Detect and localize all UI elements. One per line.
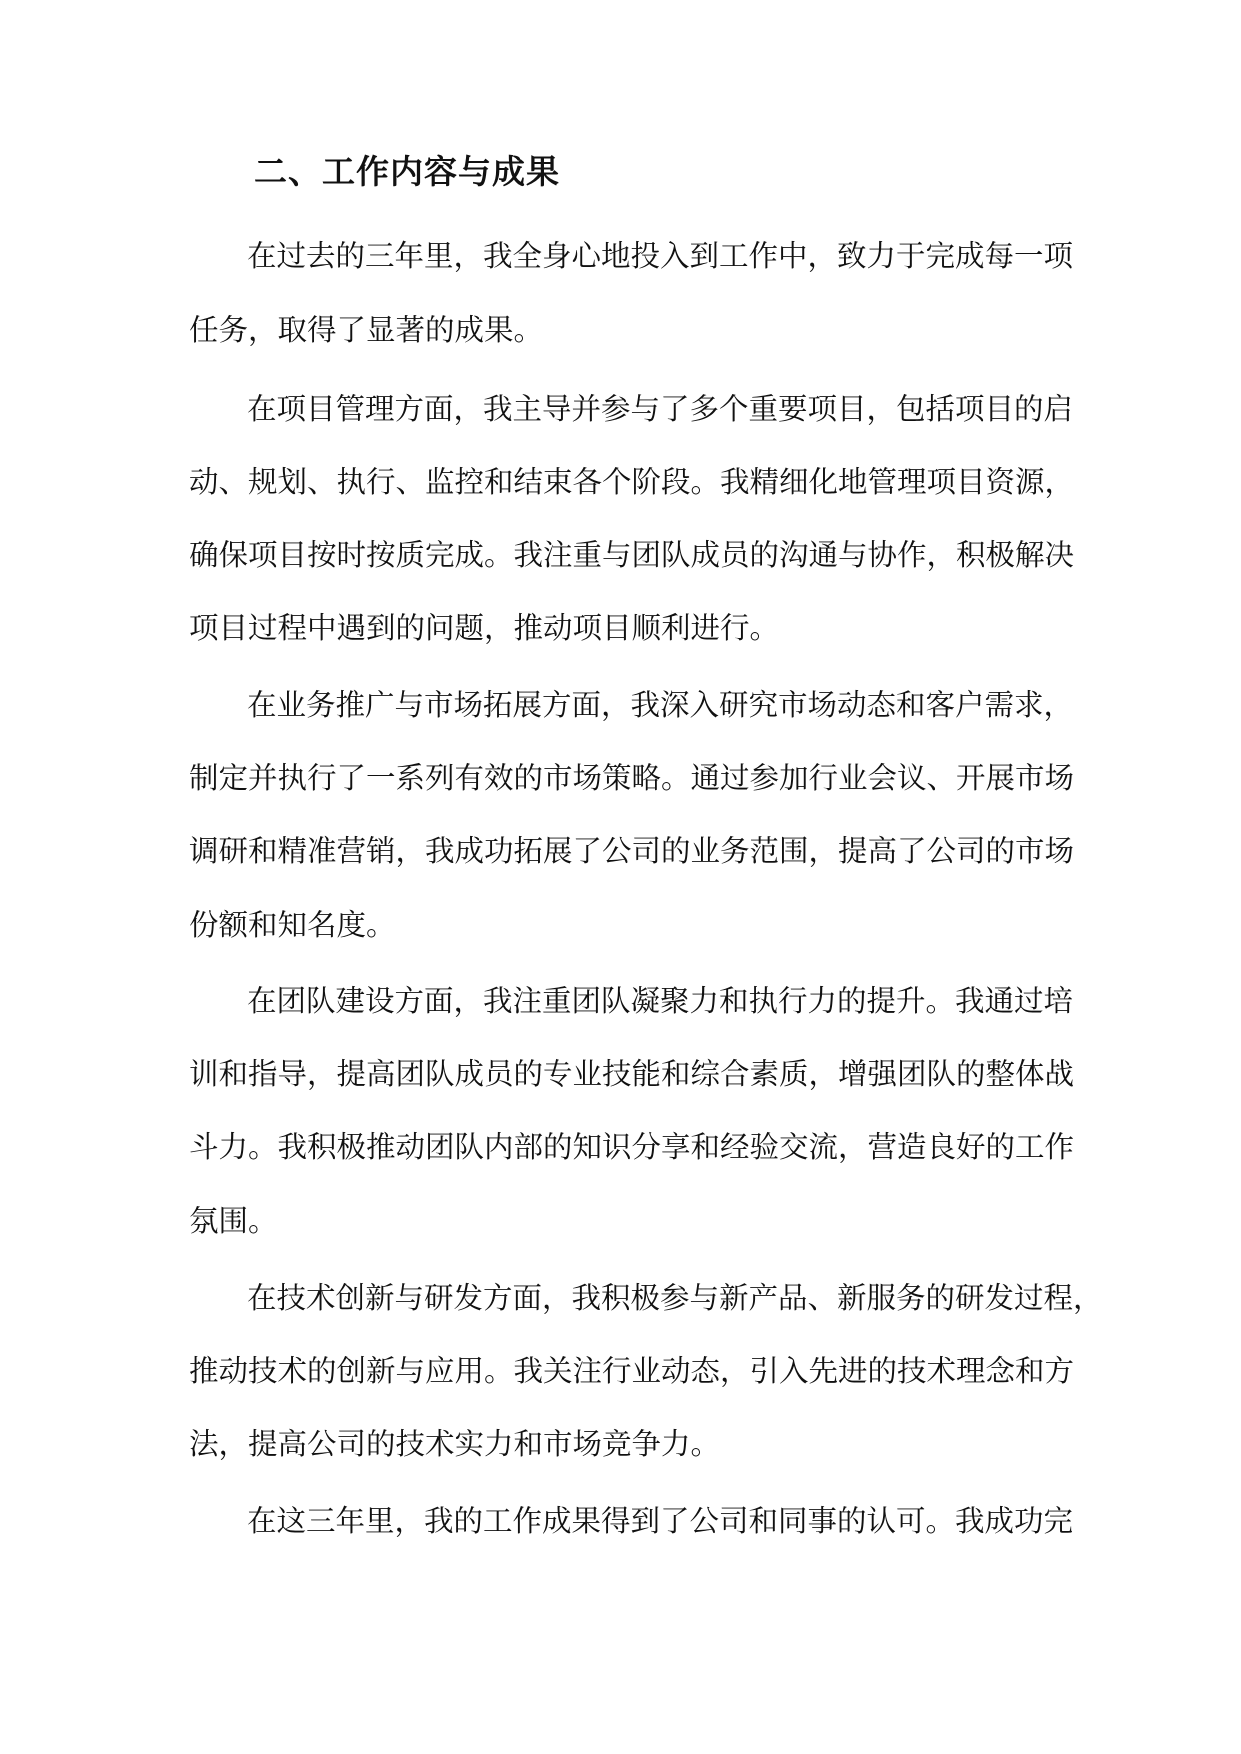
paragraph-line: 确保项目按时按质完成。我注重与团队成员的沟通与协作，积极解决 (189, 538, 1075, 572)
paragraph-line: 项目过程中遇到的问题，推动项目顺利进行。 (189, 611, 780, 645)
paragraph-line: 份额和知名度。 (189, 908, 396, 942)
paragraph-line: 动、规划、执行、监控和结束各个阶段。我精细化地管理项目资源， (189, 465, 1075, 499)
paragraph-line: 在项目管理方面，我主导并参与了多个重要项目，包括项目的启 (247, 392, 1074, 426)
paragraph-line: 法，提高公司的技术实力和市场竞争力。 (189, 1427, 721, 1461)
paragraph-line: 氛围。 (189, 1204, 278, 1238)
paragraph-line: 制定并执行了一系列有效的市场策略。通过参加行业会议、开展市场 (189, 761, 1075, 795)
paragraph-line: 斗力。我积极推动团队内部的知识分享和经验交流，营造良好的工作 (189, 1130, 1075, 1164)
paragraph-line: 任务，取得了显著的成果。 (189, 313, 544, 347)
paragraph-line: 训和指导，提高团队成员的专业技能和综合素质，增强团队的整体战 (189, 1057, 1075, 1091)
paragraph-line: 在技术创新与研发方面，我积极参与新产品、新服务的研发过程， (247, 1281, 1103, 1315)
paragraph-line: 调研和精准营销，我成功拓展了公司的业务范围，提高了公司的市场 (189, 834, 1075, 868)
paragraph-line: 在团队建设方面，我注重团队凝聚力和执行力的提升。我通过培 (247, 984, 1074, 1018)
paragraph-line: 在这三年里，我的工作成果得到了公司和同事的认可。我成功完 (247, 1504, 1074, 1538)
paragraph-line: 推动技术的创新与应用。我关注行业动态，引入先进的技术理念和方 (189, 1354, 1075, 1388)
section-heading: 二、工作内容与成果 (254, 152, 560, 191)
paragraph-line: 在业务推广与市场拓展方面，我深入研究市场动态和客户需求， (247, 688, 1074, 722)
paragraph-line: 在过去的三年里，我全身心地投入到工作中，致力于完成每一项 (247, 239, 1074, 273)
